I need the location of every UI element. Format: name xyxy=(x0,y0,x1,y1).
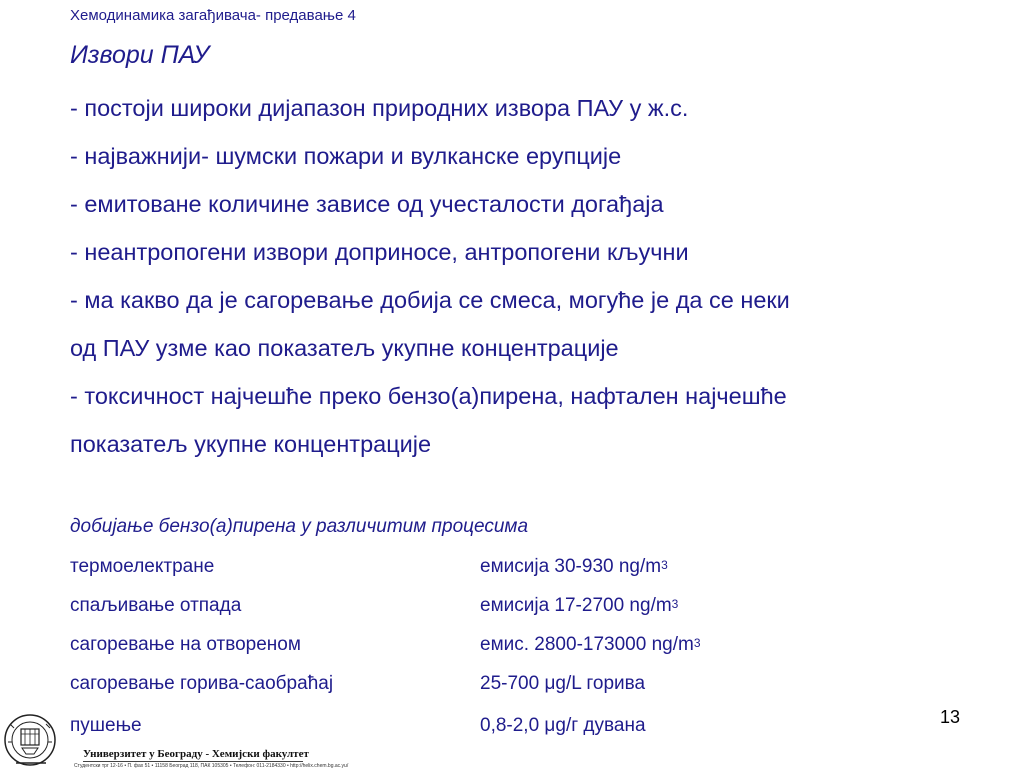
process-cell: сагоревање горива-саобраћај xyxy=(70,673,334,694)
value-cell xyxy=(480,594,678,618)
bullet-item: показатељ укупне концентрације xyxy=(70,431,432,457)
value-text: 25-700 μg/L горива xyxy=(480,673,646,694)
value-cell xyxy=(480,555,668,579)
page-number: 13 xyxy=(940,707,961,727)
bullet-list xyxy=(70,84,970,468)
value-text: емисија 30-930 ng/m xyxy=(480,556,662,577)
bullet-item: - неантропогени извори доприносе, антропогени кључни xyxy=(70,239,689,265)
value-cell xyxy=(480,714,646,738)
value-cell xyxy=(480,633,701,657)
unit-exponent: 3 xyxy=(693,636,701,650)
unit-exponent: 3 xyxy=(671,597,679,611)
bullet-item: - постоји широки дијапазон природних извора ПАУ у ж.с. xyxy=(70,95,689,121)
process-cell: термоелектране xyxy=(70,556,215,577)
bullet-item: - токсичност најчешће преко бензо(а)пирена, нафтален најчешће xyxy=(70,383,787,409)
university-address: Студентски трг 12-16 • П. фах 51 • 11158 Београд 118, ПАК 105305 • Телефон: 011-2184330 • http://helix.chem.bg.ac.yu/ xyxy=(74,763,349,769)
process-cell: спаљивање отпада xyxy=(70,595,242,616)
value-text: емисија 17-2700 ng/m xyxy=(480,595,672,616)
university-name: Универзитет у Београду - Хемијски факултет xyxy=(83,748,309,760)
bullet-item: - ма какво да је сагоревање добија се смеса, могуће је да се неки xyxy=(70,287,790,313)
value-cell xyxy=(480,672,645,696)
presentation-header: Хемодинамика загађивача- предавање 4 xyxy=(70,7,356,24)
bullet-item: - најважнији- шумски пожари и вулканске ерупције xyxy=(70,143,622,169)
bullet-item: од ПАУ узме као показатељ укупне концентрације xyxy=(70,335,619,361)
university-seal-logo xyxy=(2,712,64,770)
unit-exponent: 3 xyxy=(661,558,668,572)
table-subtitle: добијање бензо(а)пирена у различитим процесима xyxy=(70,516,529,537)
value-text: емис. 2800-173000 ng/m xyxy=(480,634,694,655)
value-text: 0,8-2,0 μg/г дувана xyxy=(480,715,646,736)
footer xyxy=(0,710,349,769)
slide-title: Извори ПАУ xyxy=(70,41,210,69)
process-cell: сагоревање на отвореном xyxy=(70,634,301,655)
bullet-item: - емитоване количине зависе од учесталости догађаја xyxy=(70,191,664,217)
process-cell: пушење xyxy=(70,715,142,736)
footer-divider xyxy=(83,761,303,762)
